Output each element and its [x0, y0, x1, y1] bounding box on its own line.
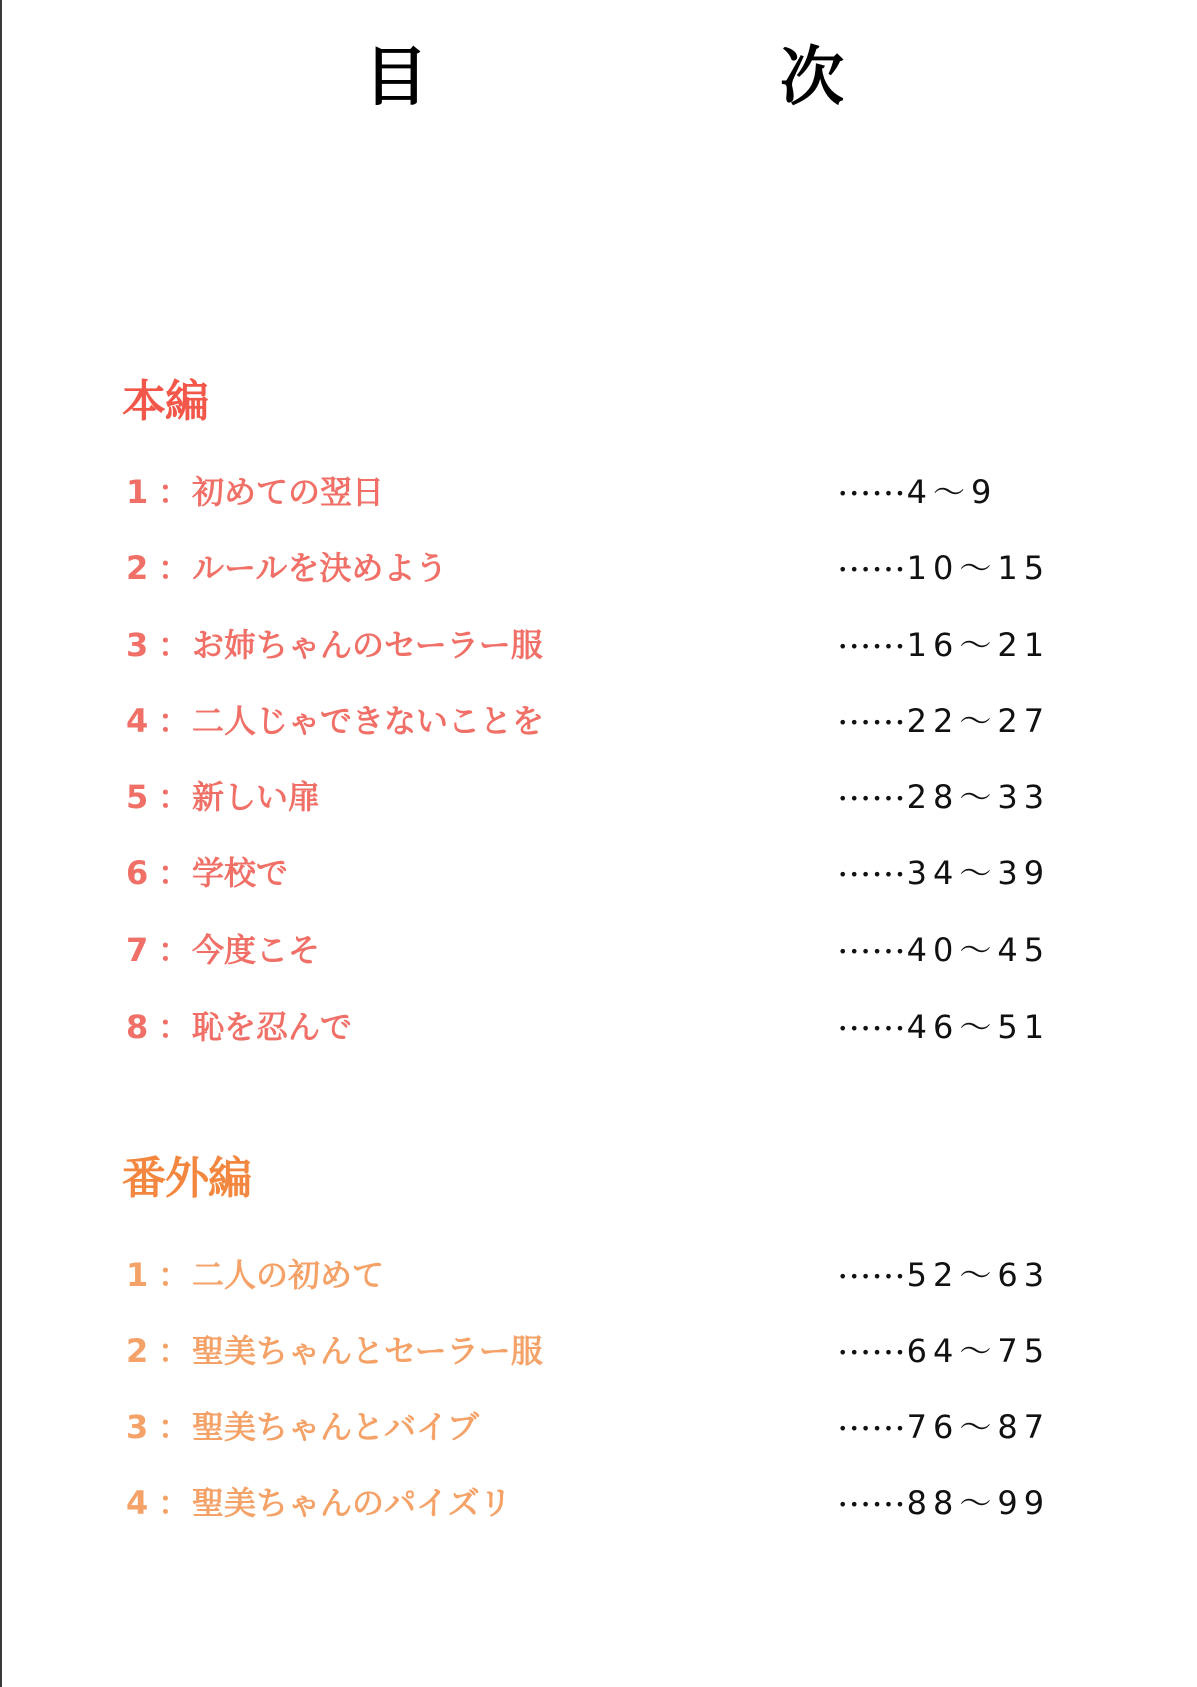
chapter-title: ルールを決めよう — [192, 549, 448, 587]
chapter-number: 4 — [126, 1484, 149, 1522]
toc-entry-main-8[interactable] — [0, 1002, 1197, 1052]
chapter-title: 恥を忍んで — [192, 1008, 353, 1046]
page-range — [838, 1002, 1050, 1054]
page-range — [838, 1402, 1050, 1454]
chapter-title: 聖美ちゃんとバイブ — [192, 1408, 480, 1446]
chapter-number: 1 — [126, 1256, 149, 1294]
chapter-number: 2 — [126, 1332, 149, 1370]
chapter-number: 5 — [126, 778, 149, 816]
page-range-value: 52〜63 — [906, 1256, 1051, 1294]
page-range-value: 28〜33 — [906, 778, 1051, 816]
leader-dots: •••••• — [838, 637, 907, 656]
toc-entry-label — [126, 1326, 543, 1376]
title-char-1: 目 — [364, 41, 428, 115]
toc-entry-bonus-3[interactable] — [0, 1402, 1197, 1452]
chapter-number: 7 — [126, 931, 149, 969]
toc-entry-label — [126, 696, 544, 746]
chapter-title: 初めての翌日 — [192, 473, 385, 511]
chapter-number: 3 — [126, 1408, 149, 1446]
toc-entry-label — [126, 543, 447, 593]
leader-dots: •••••• — [838, 1495, 907, 1514]
toc-entry-label — [126, 467, 384, 517]
bonus-section-heading: 番外編 — [122, 1153, 251, 1204]
leader-dots: •••••• — [838, 1419, 907, 1438]
separator: ： — [157, 778, 190, 816]
page-range — [838, 925, 1050, 977]
chapter-number: 6 — [126, 854, 149, 892]
main-section-heading: 本編 — [122, 376, 208, 427]
chapter-title: 新しい扉 — [192, 778, 321, 816]
toc-entry-label — [126, 620, 543, 670]
separator: ： — [157, 473, 190, 511]
page-range-value: 22〜27 — [906, 702, 1051, 740]
separator: ： — [157, 1008, 190, 1046]
toc-entry-main-5[interactable] — [0, 772, 1197, 822]
toc-entry-label — [126, 925, 320, 975]
chapter-number: 4 — [126, 702, 149, 740]
toc-entry-label — [126, 1002, 352, 1052]
toc-entry-bonus-4[interactable] — [0, 1478, 1197, 1528]
page-range — [838, 620, 1050, 672]
separator: ： — [157, 854, 190, 892]
page-range-value: 76〜87 — [906, 1408, 1051, 1446]
leader-dots: •••••• — [838, 713, 907, 732]
leader-dots: •••••• — [838, 1267, 907, 1286]
leader-dots: •••••• — [838, 1343, 907, 1362]
toc-entry-label — [126, 772, 320, 822]
separator: ： — [157, 931, 190, 969]
chapter-title: 聖美ちゃんのパイズリ — [192, 1484, 512, 1522]
page-range — [838, 1326, 1050, 1378]
page-range — [838, 1250, 1050, 1302]
toc-entry-main-3[interactable] — [0, 620, 1197, 670]
chapter-title: 学校で — [192, 854, 289, 892]
toc-entry-bonus-2[interactable] — [0, 1326, 1197, 1376]
page-range-value: 64〜75 — [906, 1332, 1051, 1370]
toc-entry-label — [126, 1250, 384, 1300]
page-range — [838, 772, 1050, 824]
page-range-value: 40〜45 — [906, 931, 1051, 969]
separator: ： — [157, 1408, 190, 1446]
leader-dots: •••••• — [838, 484, 907, 503]
page-range-value: 46〜51 — [906, 1008, 1051, 1046]
toc-entry-label — [126, 848, 288, 898]
toc-entry-main-1[interactable] — [0, 467, 1197, 517]
toc-entry-main-6[interactable] — [0, 848, 1197, 898]
leader-dots: •••••• — [838, 560, 907, 579]
page-range-value: 88〜99 — [906, 1484, 1051, 1522]
page-range — [838, 696, 1050, 748]
page-range — [838, 848, 1050, 900]
page-range-value: 4〜9 — [906, 473, 998, 511]
toc-entry-label — [126, 1402, 479, 1452]
chapter-number: 1 — [126, 473, 149, 511]
page-range — [838, 467, 997, 519]
page-range-value: 34〜39 — [906, 854, 1051, 892]
leader-dots: •••••• — [838, 1019, 907, 1038]
toc-entry-main-2[interactable] — [0, 543, 1197, 593]
chapter-title: 二人じゃできないことを — [192, 702, 545, 740]
toc-entry-label — [126, 1478, 512, 1528]
chapter-title: お姉ちゃんのセーラー服 — [192, 626, 543, 664]
chapter-number: 2 — [126, 549, 149, 587]
toc-entry-main-4[interactable] — [0, 696, 1197, 746]
separator: ： — [157, 549, 190, 587]
separator: ： — [157, 1484, 190, 1522]
leader-dots: •••••• — [838, 942, 907, 961]
chapter-number: 3 — [126, 626, 149, 664]
chapter-title: 二人の初めて — [192, 1256, 385, 1294]
leader-dots: •••••• — [838, 789, 907, 808]
separator: ： — [157, 1332, 190, 1370]
chapter-number: 8 — [126, 1008, 149, 1046]
separator: ： — [157, 702, 190, 740]
toc-entry-bonus-1[interactable] — [0, 1250, 1197, 1300]
page-range — [838, 1478, 1050, 1530]
separator: ： — [157, 626, 190, 664]
chapter-title: 聖美ちゃんとセーラー服 — [192, 1332, 543, 1370]
chapter-title: 今度こそ — [192, 931, 321, 969]
page-range — [838, 543, 1050, 595]
title-char-2: 次 — [780, 41, 844, 115]
separator: ： — [157, 1256, 190, 1294]
leader-dots: •••••• — [838, 865, 907, 884]
toc-entry-main-7[interactable] — [0, 925, 1197, 975]
page-range-value: 10〜15 — [906, 549, 1051, 587]
page-range-value: 16〜21 — [906, 626, 1051, 664]
